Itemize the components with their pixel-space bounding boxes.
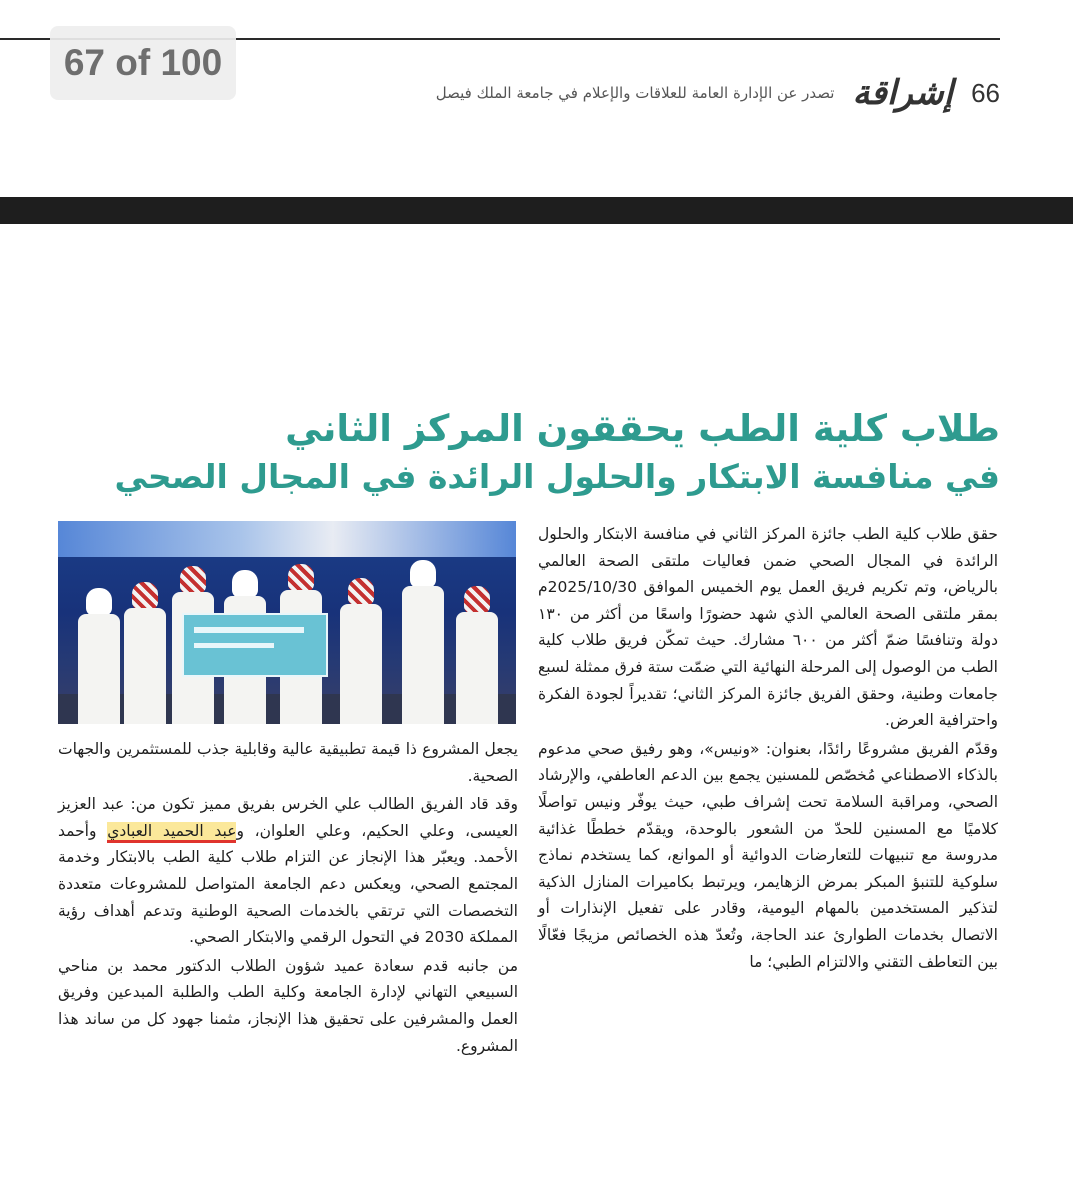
magazine-header (240, 68, 1000, 118)
photo-person (124, 582, 166, 724)
article-paragraph: يجعل المشروع ذا قيمة تطبيقية عالية وقابلية جذب للمستثمرين والجهات الصحية. (58, 740, 518, 785)
headline-line-1: طلاب كلية الطب يحققون المركز الثاني (285, 407, 1000, 450)
award-ceremony-photo (58, 521, 516, 724)
photo-person (78, 588, 120, 724)
highlighted-name: عبد الحميد العبادي (107, 822, 236, 843)
article-paragraph (58, 791, 518, 951)
magazine-logo: إشراقة (852, 73, 954, 113)
section-divider-band (0, 197, 1073, 224)
article-paragraph: حقق طلاب كلية الطب جائزة المركز الثاني في منافسة الابتكار والحلول الرائدة في المجال الصحي ضمن فعاليات ملتقى الصحة العالمي بالرياض، وتم تكريم فريق العمل يوم الخميس الموافق 2025/10/30م بمقر ملتقى الصحة العالمي الذي شهد حضورًا واسعًا من أكثر من ١٣٠ دولة وتنافسًا ضمّ أكثر من ٦٠٠ مشارك. حيث تمكّن فريق طلاب كلية الطب من الوصول إلى المرحلة النهائية التي ضمّت ستة فرق ممثلة لسبع جامعات وطنية، وحقق الفريق جائزة المركز الثاني؛ تقديراً لجودة الفكرة واحترافية العرض. (538, 525, 998, 730)
photo-person (456, 586, 498, 724)
paragraph-text: وأحمد الأحمد. ويعبّر هذا الإنجاز عن التزام طلاب كلية الطب بالابتكار وخدمة المجتمع الصحي، ويعكس دعم الجامعة المتواصل للمشروعات متعددة التخصصات التي ترتقي بالخدمات الصحية الوطنية وتدعم أهداف رؤية المملكة 2030 في التحول الرقمي والابتكار الصحي. (58, 821, 518, 947)
article-headline (105, 405, 1000, 501)
article-column-right (538, 521, 998, 975)
page-counter-text: 67 of 100 (63, 42, 223, 83)
article-column-left (58, 736, 518, 1059)
paragraph-text: وقد قاد الفريق الطالب علي الخرس بفريق مميز تكون من: عبد العزيز العيسى، وعلي الحكيم، وعلي العلوان، و (58, 795, 518, 840)
prize-cheque (182, 613, 328, 677)
publisher-line: تصدر عن الإدارة العامة للعلاقات والإعلام في جامعة الملك فيصل (435, 84, 835, 102)
photo-backdrop-banner (58, 521, 516, 557)
photo-person (340, 578, 382, 724)
article-paragraph: وقدّم الفريق مشروعًا رائدًا، بعنوان: «ونيس»، وهو رفيق صحي مدعوم بالذكاء الاصطناعي مُخصّص للمسنين يجمع بين الدعم العاطفي، والإرشاد الصحي، ومراقبة السلامة تحت إشراف طبي، حيث يوفّر ونيس تواصلًا كلاميًا مع المسنين للحدّ من الشعور بالوحدة، ويقدّم خططًا غذائية مدروسة مع تنبيهات للتعارضات الدوائية أو الموانع، كما يستخدم نماذج سلوكية للتنبؤ المبكر بمرض الزهايمر، ويرتبط بكاميرات المنازل الذكية لتذكير المستخدمين بالمهام اليومية، وقادر على تفعيل الإنذارات أو الاتصال بخدمات الطوارئ عند الحاجة، وتُعدّ هذه الخصائص مزيجًا فعّالًا بين التعاطف التقني والالتزام الطبي؛ ما (538, 739, 998, 971)
article-paragraph: من جانبه قدم سعادة عميد شؤون الطلاب الدكتور محمد بن مناحي السبيعي التهاني لإدارة الجامعة وكلية الطب والطلبة المبدعين وفريق العمل والمشرفين على تحقيق هذا الإنجاز، مثمنا جهود كل من ساند هذا المشروع. (58, 956, 518, 1055)
headline-line-2: في منافسة الابتكار والحلول الرائدة في المجال الصحي (114, 457, 1000, 496)
page-number: 66 (971, 77, 1000, 108)
photo-person (402, 560, 444, 724)
page-counter-badge (50, 26, 236, 100)
